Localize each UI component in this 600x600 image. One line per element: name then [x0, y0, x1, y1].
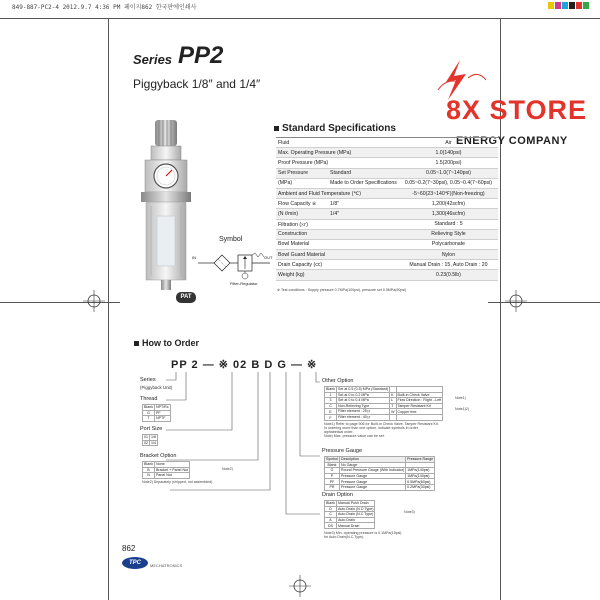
spec-value: 0.23(0.5lb) [399, 270, 498, 280]
other-option-row-cell: 3 [325, 398, 337, 404]
spec-label: (MPa) [276, 178, 328, 188]
other-option-row-cell: Non-Relieving Type [337, 403, 390, 409]
spec-value: Standard : 5 [399, 219, 498, 229]
spec-sublabel: 1/4″ [328, 209, 399, 219]
color-swatch [562, 2, 568, 9]
spec-value: Nylon [399, 250, 498, 260]
other-option-row-cell [396, 415, 443, 421]
spec-row [276, 138, 498, 148]
registration-mark-right [505, 290, 527, 312]
drain-notes [324, 531, 402, 539]
order-series-sub: (Piggyback Unit) [140, 385, 173, 390]
other-option-row-cell: W [391, 409, 395, 414]
other-option-row [325, 415, 443, 421]
order-drain-title: Drain Option [322, 492, 353, 498]
other-option-row-cell: Set at 0 to 0.2 MPa [337, 392, 390, 398]
other-option-row-cell: 1 [325, 392, 337, 398]
port-table [142, 434, 158, 446]
spec-table [276, 137, 498, 281]
tpc-logo-text: TPC [129, 560, 141, 566]
spec-value: -5~60(23~140℉)(Non-freezing) [399, 188, 498, 198]
drain-row-cell: Manual Drain [337, 523, 375, 529]
filter-regulator-product-image [135, 110, 197, 300]
other-note-line: Note) Max. pressure value can be set. [324, 434, 385, 438]
page-number: 862 [122, 544, 136, 553]
drain-table [324, 500, 375, 529]
spec-label: Set Pressure [276, 168, 328, 178]
order-heading [134, 338, 199, 348]
thread-row-cell: NPTF [155, 416, 171, 422]
gauge-row-cell: Blank [325, 462, 340, 468]
other-option-row-cell: Flow Direction : Right→Left [397, 398, 442, 403]
drain-row-cell: C [325, 512, 337, 518]
drain-note-line: Note3) Min. operating pressure is 0.1MPa(15psi) [324, 531, 402, 535]
port-row-cell: 01 [144, 435, 148, 440]
spec-value: Polycarbonate [399, 239, 498, 249]
color-swatch [583, 2, 589, 9]
other-option-row-cell: C [325, 403, 337, 409]
series-subtitle: Piggyback 1/8″ and 1/4″ [133, 77, 261, 91]
other-option-row-cell: Set at 0 to 0.4 MPa [337, 398, 390, 404]
registration-mark-left [83, 290, 105, 312]
other-option-row-cell: Filter element : 25㏛ [337, 409, 390, 415]
spec-row [276, 158, 498, 168]
port-row-cell: 1/4 [151, 440, 156, 445]
square-bullet-icon [134, 341, 139, 346]
spec-value: Relieving Style [399, 229, 498, 239]
gauge-row-cell: 1MPa(140psi) [406, 468, 435, 474]
bracket-side-note: Note2) [222, 467, 233, 471]
drain-row-cell: Auto Drain (N.C Type) [338, 512, 374, 517]
gauge-table [324, 456, 435, 491]
lightning-bolt-icon [432, 60, 552, 100]
spec-label: Bowl Material [276, 239, 399, 249]
square-bullet-icon [274, 126, 279, 131]
bracket-row-cell: None [155, 462, 190, 468]
print-header: 849-887-PC2-4 2012.9.7 4:36 PM 페이지862 한국판에인쇄사 [12, 4, 197, 11]
port-row-cell: 02 [144, 440, 148, 445]
order-thread-title: Thread [140, 396, 158, 402]
frame-line-top [0, 18, 600, 19]
tpc-tagline: MECHATRONICS [150, 563, 183, 568]
spec-label: Filtration (㏛) [276, 219, 399, 229]
bracket-row-cell: N [143, 473, 155, 479]
color-registration-strip [548, 2, 589, 9]
spec-row [276, 239, 498, 249]
gauge-row-cell: Pressure Gauge [339, 479, 405, 485]
spec-label: Weight (kg) [276, 270, 399, 280]
gauge-row-cell: 0.5MPa(60psi) [406, 479, 435, 485]
pneumatic-symbol-diagram [190, 243, 276, 283]
frame-line-left [108, 18, 109, 600]
spec-label: Drain Capacity (cc) [276, 260, 399, 270]
other-note-line: In ordering more than one option, indicate symbols in order [324, 426, 418, 430]
thread-row-cell: G [143, 410, 155, 416]
thread-table [142, 404, 171, 422]
bracket-row-cell: Bracket + Panel Nut [156, 467, 189, 472]
thread-row [143, 416, 171, 422]
bracket-note: Note2) Separately (shipped, not assembled) [142, 480, 213, 484]
gauge-row-cell: G [325, 468, 340, 474]
drain-row-cell: Auto Drain (N.O Type) [338, 506, 374, 511]
drain-side-note: Note3) [404, 510, 415, 514]
other-option-row-cell: Built-in Check Valve [396, 392, 443, 398]
port-row-cell: 1/8 [151, 435, 156, 440]
color-swatch [548, 2, 554, 9]
spec-value: 1,300(46scfm) [399, 209, 498, 219]
bracket-table [142, 461, 190, 479]
drain-row-cell: A [325, 517, 337, 523]
spec-label: Flow Capacity ※ [276, 199, 328, 209]
spec-label: Proof Pressure (MPa) [276, 158, 399, 168]
spec-row [276, 219, 498, 229]
other-side-note-1: Note1) [455, 396, 466, 400]
other-notes [324, 422, 439, 438]
bracket-row-cell: Panel Nut [155, 473, 190, 479]
gauge-row-cell: PF [325, 479, 340, 485]
gauge-row-cell: No Gauge [339, 462, 405, 468]
spec-heading [274, 123, 396, 134]
spec-label: Bowl Guard Material [276, 250, 399, 260]
thread-row [143, 405, 171, 411]
spec-value: Manual Drain : 15, Auto Drain : 20 [399, 260, 498, 270]
thread-row-cell: Blank [144, 405, 153, 410]
series-model: PP2 [178, 42, 224, 69]
drain-row-cell: DS [325, 523, 337, 529]
other-note-line: alphabetical order. [324, 430, 354, 434]
symbol-out-label: OUT [264, 255, 273, 260]
spec-value: 0.05~1.0(7~140psi) [399, 168, 498, 178]
drain-row-cell: Blank [326, 501, 335, 506]
order-heading-text: How to Order [142, 338, 200, 348]
spec-sublabel: Made to Order Specifications [328, 178, 399, 188]
spec-value: 1,200(42scfm) [399, 199, 498, 209]
order-other-title: Other Option [322, 378, 354, 384]
spec-row [276, 250, 498, 260]
spec-label: Ambient and Fluid Temperature (℃) [276, 188, 399, 198]
spec-row [276, 229, 498, 239]
gauge-row-cell: P [325, 473, 340, 479]
other-option-table [324, 386, 443, 421]
order-series-title: Series [140, 377, 156, 383]
gauge-row-cell: Pressure Gauge [339, 484, 405, 490]
bracket-row [143, 473, 190, 479]
other-note-line: Note1) Refer to page 906 for Built-in Check Valve, Tamper Resistant Kit. [324, 422, 439, 426]
thread-row-cell: NPT/Rc [156, 405, 169, 410]
spec-value: Air [399, 138, 498, 148]
gauge-row-cell: PR [325, 484, 340, 490]
spec-value: 1.0(140psi) [399, 148, 498, 158]
spec-label: Construction [276, 229, 399, 239]
other-option-row-cell: Filter element : 40㏛ [337, 415, 390, 421]
spec-label: Max. Operating Pressure (MPa) [276, 148, 399, 158]
spec-note: ※ Test conditions : Supply pressure 0.7MPa(100psi), pressure set 0.5MPa(90psi) [277, 288, 407, 292]
symbol-in-label: IN [192, 255, 196, 260]
patent-badge: PAT [176, 292, 196, 303]
spec-value: 0.05~0.2(7~30psi), 0.05~0.4(7~60psi) [399, 178, 498, 188]
spec-row [276, 199, 498, 209]
store-tagline: ENERGY COMPANY [456, 135, 568, 147]
spec-label: Fluid [276, 138, 399, 148]
symbol-caption: Filter-Regulator [230, 281, 258, 286]
color-swatch [555, 2, 561, 9]
gauge-header-cell: Symbol [326, 457, 338, 462]
spec-row [276, 188, 498, 198]
series-word: Series [133, 52, 173, 67]
order-bracket-title: Bracket Option [140, 453, 177, 459]
gauge-header-cell: Description [339, 457, 405, 463]
order-gauge-title: Pressure Gauge [322, 448, 363, 454]
color-swatch [576, 2, 582, 9]
bracket-row-cell: B [143, 467, 155, 473]
drain-note-line: for Auto Drain(N.C Type). [324, 535, 365, 539]
other-option-row-cell: F [325, 415, 337, 421]
gauge-header-cell: Pressure Range [407, 457, 434, 462]
gauge-row-cell: Round Pressure Gauge (With Indicator) [340, 468, 405, 473]
gauge-row-cell: 0.2MPa(30psi) [406, 484, 435, 490]
store-name: 8X STORE [446, 95, 588, 125]
spec-value: 1.5(200psi) [399, 158, 498, 168]
color-swatch [569, 2, 575, 9]
other-option-row-cell: Copper free [396, 409, 443, 415]
gauge-row [325, 484, 435, 490]
port-row [143, 440, 158, 446]
bracket-row-cell: Blank [144, 462, 153, 467]
drain-row-cell: D [325, 506, 337, 512]
spec-sublabel: 1/8″ [328, 199, 399, 209]
drain-row [325, 523, 375, 529]
gauge-row-cell: Pressure Gauge [339, 473, 405, 479]
spec-row [276, 168, 498, 178]
spec-heading-text: Standard Specifications [282, 123, 396, 134]
registration-mark-bottom [289, 575, 311, 597]
thread-row-cell: T [143, 416, 155, 422]
spec-row [276, 270, 498, 280]
gauge-row [325, 468, 435, 474]
other-option-row-cell: Tamper Resistant Kit [396, 403, 443, 409]
other-option-row-cell: Set at 0.5 (0.5) MPa (Standard) [338, 387, 389, 392]
symbol-title: Symbol [219, 236, 243, 243]
gauge-row-cell: 1MPa(140psi) [406, 473, 435, 479]
spec-row [276, 148, 498, 158]
thread-row-cell: PF [155, 410, 171, 416]
other-side-note-2: Note1)2) [455, 407, 469, 411]
other-option-row-cell: T [390, 403, 396, 409]
other-option-row-cell: Blank [326, 387, 335, 392]
spec-label: (N ℓ/min) [276, 209, 328, 219]
spec-sublabel: Standard [328, 168, 399, 178]
other-option-row-cell: E [325, 409, 337, 415]
spec-row [276, 178, 498, 188]
drain-row [325, 501, 375, 507]
drain-row-cell: Manual Push Drain [337, 501, 375, 507]
bracket-row [143, 467, 190, 473]
order-port-title: Port Size [140, 426, 163, 432]
spec-row [276, 209, 498, 219]
other-option-row-cell: L [390, 398, 396, 404]
other-option-row-cell: K [390, 392, 396, 398]
tpc-logo [122, 557, 148, 569]
order-code: PP 2 — ※ 02 B D G — ※ [171, 359, 318, 371]
spec-row [276, 260, 498, 270]
drain-row-cell: Auto Drain [337, 517, 375, 523]
